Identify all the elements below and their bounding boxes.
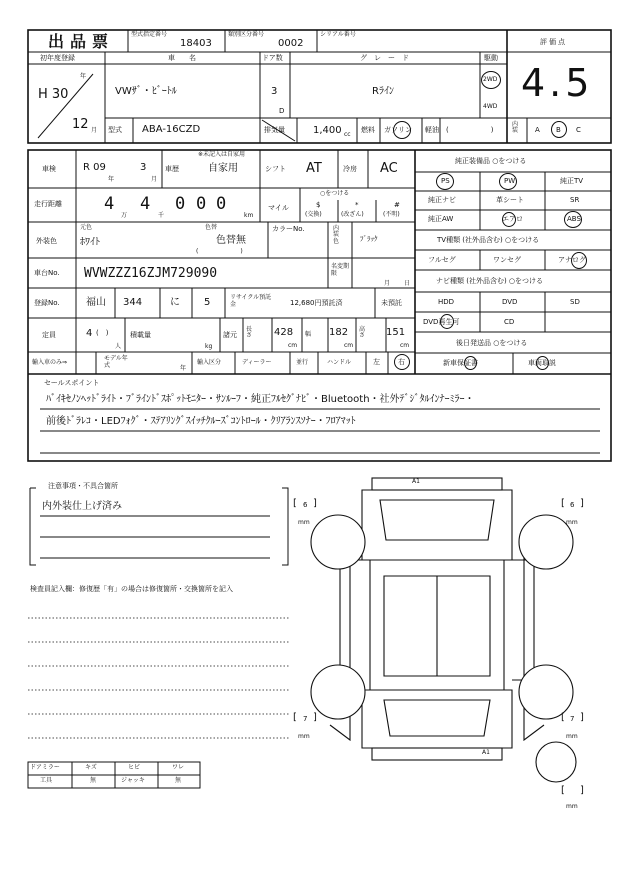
name-change-month: 月: [384, 280, 391, 287]
sales-line-2: 前後ﾄﾞﾗﾚｺ・LEDﾌｫｸﾞ・ｽﾃｱﾘﾝｸﾞｽｲｯﾁｸﾙｰｽﾞｺﾝﾄﾛｰﾙ・ｸﾘｱﾗﾝｽｿﾅｰ・ﾌﾛｱﾏｯﾄ: [46, 416, 356, 427]
mileage-label: 走行距離: [34, 200, 62, 208]
door-count: 3: [271, 86, 278, 97]
width: 182: [329, 327, 349, 338]
opt-pw-circle: [499, 173, 517, 190]
score-label: 評価点: [540, 38, 567, 46]
class-label: 類別区分番号: [228, 31, 265, 38]
sen-unit: 千: [158, 212, 165, 219]
opt-fullseg: フルセグ: [428, 256, 456, 264]
rear-right-wheel: [519, 665, 573, 719]
interior-a: A: [535, 126, 540, 134]
load-label: 積載量: [130, 331, 151, 339]
legend-tool-label: 工具: [40, 777, 53, 784]
handle-right: 右: [398, 358, 405, 366]
grade: Rﾗｲﾝ: [372, 86, 394, 97]
displacement-label: 排気量: [264, 126, 285, 134]
car-diagram: [330, 478, 544, 760]
interior-c: C: [576, 126, 581, 134]
opt-hdd: HDD: [438, 298, 455, 306]
opt-analog: アナログ: [558, 256, 586, 264]
inspection-month: 3: [140, 162, 147, 173]
mileage-digit-5: 0: [216, 194, 227, 214]
length: 428: [274, 327, 294, 338]
fr-tread: 6: [570, 501, 575, 509]
import-class-label: 輸入区分: [197, 359, 222, 366]
legend-tool-value: 無: [90, 777, 97, 784]
tampered-label: (改ざん): [341, 211, 364, 218]
legend-jack-value: 無: [175, 777, 182, 784]
opt-sd: SD: [570, 298, 580, 306]
model-label: 型式: [108, 126, 122, 134]
history-value: 自家用: [208, 163, 238, 174]
length-label: 長さ: [246, 326, 253, 339]
cc-unit: cc: [344, 131, 351, 138]
height: 151: [386, 327, 406, 338]
first-reg-month: 12: [72, 117, 89, 132]
color-change-paren: ( ): [196, 248, 243, 255]
mileage-digit-2: 4: [140, 194, 151, 214]
mileage-digit-1: 4: [104, 194, 115, 214]
height-cm: cm: [400, 342, 410, 349]
oil-label: 軽油: [425, 126, 439, 134]
opt-dvd-play: DVD再生可: [423, 318, 460, 326]
opt-cd: CD: [504, 318, 515, 326]
parallel: 並行: [296, 359, 309, 366]
genuine-title: 純正装備品 ○をつける: [455, 157, 527, 165]
fl-bracket-open: [: [293, 498, 297, 509]
fr-bracket-close: ]: [580, 498, 584, 509]
opt-oneseg: ワンセグ: [493, 256, 521, 264]
first-reg-label: 初年度登録: [40, 54, 75, 62]
opt-aero-circle: [502, 212, 516, 227]
interior-label: 内装: [512, 121, 519, 134]
recycle-value: 12,680円預託済: [290, 299, 343, 307]
opt-dvd: DVD: [502, 298, 518, 306]
legend-crack: ヒビ: [128, 764, 141, 771]
dealer: ディーラー: [242, 359, 272, 366]
opt-warranty-circle: [464, 356, 477, 370]
type-number: 18403: [180, 38, 212, 49]
name-change-day: 日: [404, 280, 411, 287]
opt-genuine-tv: 純正TV: [560, 177, 584, 185]
drive-4wd: 4WD: [483, 103, 498, 110]
color-change: 色替無: [216, 235, 246, 246]
reg-area: 福山: [86, 297, 106, 308]
spare-mm: mm: [566, 803, 578, 810]
legend-door-mirror: ドアミラー: [30, 764, 60, 771]
mileage-digit-3: 0: [175, 194, 186, 214]
interior-b-circle: [551, 121, 567, 138]
chassis-number: WVWZZZ16ZJM729090: [84, 266, 218, 281]
drive-label: 駆動: [484, 54, 498, 62]
handle-left: 左: [373, 358, 380, 366]
opt-ps-circle: [436, 173, 454, 190]
front-left-wheel: [311, 515, 365, 569]
type-label: 型式指定番号: [131, 31, 168, 38]
later-title: 後日発送品 ○をつける: [456, 339, 528, 347]
chassis-label: 車台No.: [34, 269, 60, 277]
opt-manual-circle: [536, 356, 549, 370]
capacity: 4: [86, 328, 93, 339]
fl-mm: mm: [298, 519, 310, 526]
notes-title: 注意事項・不具合箇所: [48, 482, 118, 490]
year-unit: 年: [80, 73, 87, 80]
rl-bracket-open: [: [293, 712, 297, 723]
capacity-label: 定員: [42, 331, 56, 339]
handle-label: ハンドル: [327, 359, 352, 366]
length-cm: cm: [288, 342, 298, 349]
diagram-top-mark: A1: [412, 478, 420, 485]
car-name-label: 車 名: [168, 54, 196, 62]
fuel-label: 燃料: [361, 126, 375, 134]
interior-color-label: 内装色: [333, 225, 340, 245]
tampered-symbol: *: [355, 201, 359, 209]
door-label: ドア数: [262, 54, 283, 62]
name-change-label: 名変期限: [331, 263, 350, 277]
unknown-symbol: #: [394, 201, 400, 209]
model-year-unit: 年: [180, 365, 187, 372]
sales-line-1: ﾊﾞｲｷｾﾉﾝﾍｯﾄﾞﾗｲﾄ・ﾌﾞﾗｲﾝﾄﾞｽﾎﾟｯﾄﾓﾆﾀｰ・ｻﾝﾙｰﾌ・純正ﾌﾙｾｸﾞﾅﾋﾞ・Bluetooth・社外ﾃﾞｼﾞﾀﾙｲﾝﾅｰﾐﾗｰ・: [46, 394, 475, 405]
spare-bracket-close: ]: [580, 785, 584, 796]
rl-mm: mm: [298, 733, 310, 740]
displacement: 1,400: [313, 125, 342, 136]
inspection-month-unit: 月: [151, 176, 158, 183]
color-change-label: 色替: [205, 224, 218, 231]
rl-bracket-close: ]: [313, 712, 317, 723]
inspector-title: 検査員記入欄：修復歴「有」の場合は修復箇所・交換箇所を記入: [30, 585, 233, 593]
opt-pw: PW: [504, 177, 516, 185]
door-type: D: [279, 107, 285, 115]
oil-value: ( ): [446, 126, 494, 134]
rr-bracket-close: ]: [580, 712, 584, 723]
opt-abs: ABS: [567, 215, 581, 223]
original-color: ﾎﾜｲﾄ: [80, 237, 100, 248]
form-title: 出品票: [48, 32, 115, 51]
rl-tread: 7: [303, 715, 308, 723]
reg-label: 登録No.: [34, 299, 60, 307]
opt-manual: 車両取説: [528, 359, 556, 367]
exchange-label: (交換): [305, 211, 322, 218]
kg-unit: kg: [205, 343, 213, 350]
interior-b: B: [556, 126, 561, 134]
reg-class: 344: [123, 297, 143, 308]
score: 4.5: [521, 61, 594, 105]
interior-color: ﾌﾞﾗｯｸ: [360, 235, 378, 243]
exchange-note: ○をつける: [320, 190, 350, 197]
legend-scratch: キズ: [85, 764, 97, 771]
drive-2wd-circle: [481, 71, 501, 89]
reg-number: 5: [204, 297, 211, 308]
class-number: 0002: [278, 38, 304, 49]
opt-abs-circle: [564, 211, 582, 228]
car-name: VWｻﾞ・ﾋﾞｰﾄﾙ: [115, 86, 177, 97]
mileage-digit-4: 0: [196, 194, 207, 214]
sales-label: セールスポイント: [44, 379, 100, 387]
rr-mm: mm: [566, 733, 578, 740]
capacity-paren: ( ): [96, 329, 109, 337]
unknown-label: (不明): [383, 211, 400, 218]
fl-bracket-close: ]: [313, 498, 317, 509]
recycle-label: リサイクル預託金: [230, 294, 272, 309]
history-note: ※未記入は自家用: [198, 151, 246, 158]
not-deposited: 未預託: [381, 299, 402, 307]
notes-text: 内外装仕上げ済み: [42, 501, 122, 512]
inspection-value: R 09: [83, 162, 106, 173]
model: ABA-16CZD: [142, 124, 201, 135]
reg-kana: に: [170, 297, 180, 308]
serial-label: シリアル番号: [320, 31, 356, 38]
height-label: 高さ: [359, 326, 366, 339]
rr-tread: 7: [570, 715, 575, 723]
import-label: 輸入車のみ⇒: [32, 359, 68, 366]
fuel-value: ガソリン: [384, 126, 412, 134]
diagram-bottom-mark: A1: [482, 749, 490, 756]
opt-ps: PS: [441, 177, 450, 185]
opt-warranty: 新車保証書: [443, 359, 478, 367]
opt-analog-circle: [571, 252, 587, 269]
original-color-label: 元色: [80, 224, 93, 231]
handle-right-circle: [394, 354, 410, 370]
shift-label: シフト: [265, 165, 286, 173]
opt-dvd-play-circle: [440, 314, 454, 329]
spare-bracket-open: [: [561, 785, 565, 796]
fr-bracket-open: [: [561, 498, 565, 509]
navi-title: ナビ種類 (社外品含む) ○をつける: [436, 277, 544, 285]
month-unit: 月: [91, 127, 98, 134]
grade-label: グ レ ー ド: [360, 54, 409, 62]
inspection-year-unit: 年: [108, 176, 115, 183]
opt-sr: SR: [570, 196, 580, 204]
legend-jack-label: ジャッキ: [121, 777, 145, 784]
history-label: 車歴: [165, 165, 179, 173]
person-unit: 人: [115, 343, 122, 350]
km-unit: km: [244, 212, 254, 219]
shift-value: AT: [306, 161, 322, 176]
ac-label: 冷房: [343, 165, 357, 173]
first-reg-year: H 30: [38, 87, 69, 102]
drive-2wd: 2WD: [483, 76, 498, 83]
spare-wheel: [536, 742, 576, 782]
fuel-circle: [393, 121, 411, 139]
ac-value: AC: [380, 161, 398, 176]
exchange-symbol: $: [316, 201, 321, 209]
width-label: 幅: [305, 331, 312, 338]
rr-bracket-open: [: [561, 712, 565, 723]
exterior-label: 外装色: [36, 237, 57, 245]
opt-genuine-navi: 純正ナビ: [428, 196, 456, 204]
mile-label: マイル: [268, 204, 289, 212]
rear-left-wheel: [311, 665, 365, 719]
fl-tread: 6: [303, 501, 308, 509]
legend-break: ワレ: [172, 764, 185, 771]
fr-mm: mm: [566, 519, 578, 526]
inspection-label: 車検: [42, 165, 56, 173]
opt-aero: エアロ: [502, 215, 523, 223]
model-year-label: モデル年式: [104, 355, 128, 370]
front-right-wheel: [519, 515, 573, 569]
dims-label: 諸元: [223, 331, 237, 339]
opt-genuine-aw: 純正AW: [428, 215, 454, 223]
man-unit: 万: [121, 212, 128, 219]
width-cm: cm: [344, 342, 354, 349]
tv-title: TV種類 (社外品含む) ○をつける: [437, 236, 540, 244]
color-no-label: カラーNo.: [272, 225, 305, 233]
opt-leather-seat: 革シート: [496, 196, 524, 204]
